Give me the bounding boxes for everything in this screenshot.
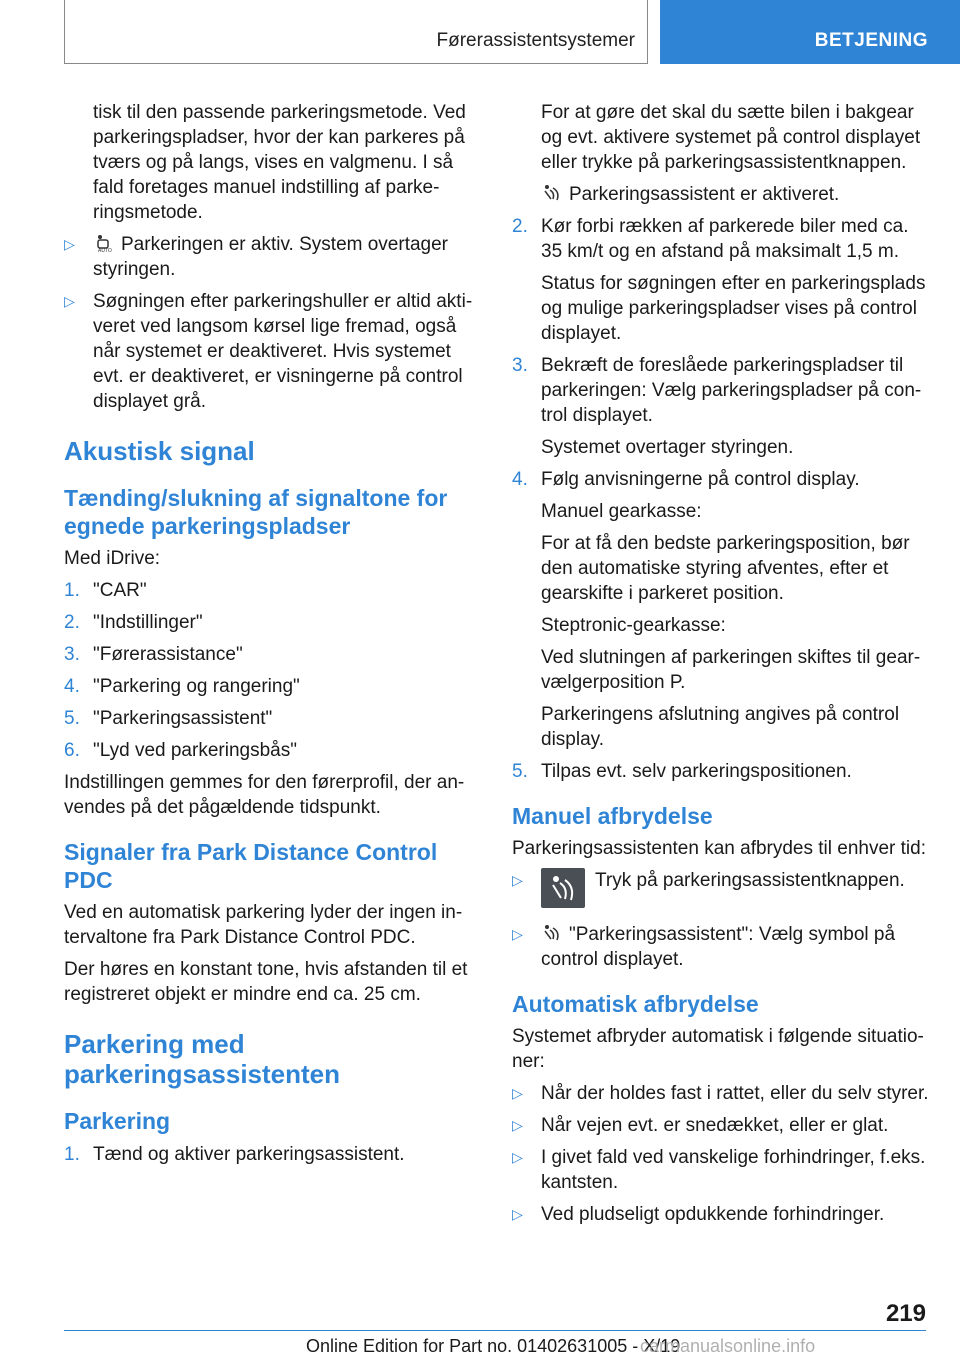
step-number: 4. — [64, 676, 80, 697]
step-number: 3. — [512, 355, 528, 376]
list-item — [512, 353, 932, 428]
step-number: 5. — [512, 761, 528, 782]
left-column — [64, 100, 474, 1167]
step3-status: Systemet overtager styringen. — [541, 437, 794, 458]
step-number: 6. — [64, 740, 80, 761]
status-text: Parkeringsassistent er aktiveret. — [569, 184, 840, 205]
manual-cancel-intro: Parkeringsassistenten kan afbrydes til enhver tid: — [512, 838, 926, 859]
list-item — [64, 642, 474, 667]
parking-assistant-icon — [541, 923, 561, 943]
list-item — [512, 1113, 932, 1138]
list-item — [64, 1142, 474, 1167]
steptronic-text: Ved slutningen af parkeringen skiftes til gearvælgerposition P. — [541, 647, 921, 693]
parking-auto-icon — [93, 233, 113, 253]
bullet-triangle-icon: ▷ — [512, 1206, 523, 1222]
idrive-label: Med iDrive: — [64, 548, 161, 569]
step-text: "Lyd ved parkeringsbås" — [93, 740, 297, 761]
list-item — [512, 467, 932, 492]
header-chapter-label: BETJENING — [814, 30, 928, 51]
watermark-text: carmanualsonline.info — [640, 1336, 816, 1356]
list-item — [64, 232, 474, 282]
pdc-paragraph-2: Der høres en konstant tone, hvis afstanden til et registreret objekt er mindre end ca. 25 cm. — [64, 959, 468, 1005]
manual-gear-label: Manuel gearkasse: — [541, 501, 702, 522]
heading-manual-cancel: Manuel afbrydelse — [512, 803, 713, 829]
list-item — [512, 1081, 932, 1106]
step2-status: Status for søgningen efter en parkeringsplads og mulige parkeringspladser vises på control displayet. — [541, 273, 926, 344]
header-section-box — [64, 0, 648, 64]
heading-acoustic-signal: Akustisk signal — [64, 436, 255, 466]
bullet-text: Tryk på parkeringsassistentknappen. — [595, 870, 905, 891]
bullet-text: Når vejen evt. er snedækket, eller er glat. — [541, 1115, 889, 1136]
bullet-triangle-icon: ▷ — [64, 236, 75, 252]
step-text: "Indstillinger" — [93, 612, 203, 633]
bullet-text: Ved pludseligt opdukkende forhindringer. — [541, 1204, 885, 1225]
step-number: 2. — [512, 216, 528, 237]
list-item — [512, 868, 932, 908]
step-text: Følg anvisningerne på control display. — [541, 469, 860, 490]
list-item — [512, 1145, 932, 1195]
bullet-triangle-icon: ▷ — [512, 926, 523, 942]
bullet-triangle-icon: ▷ — [512, 1117, 523, 1133]
parking-assistant-button-icon — [541, 868, 585, 908]
step-text: "CAR" — [93, 580, 147, 601]
footer-edition: Online Edition for Part no. 01402631005 - X/19 — [306, 1336, 681, 1356]
list-item — [512, 759, 932, 784]
list-item — [512, 922, 932, 972]
bullet-triangle-icon: ▷ — [512, 872, 523, 888]
list-item — [64, 610, 474, 635]
right-column — [512, 100, 932, 1227]
bullet-triangle-icon: ▷ — [64, 293, 75, 309]
bullet-text: Når der holdes fast i rattet, eller du selv styrer. — [541, 1083, 929, 1104]
step-number: 1. — [64, 580, 80, 601]
step-text: Kør forbi rækken af parkerede biler med ca. 35 km/t og en afstand på maksimalt 1,5 m. — [541, 216, 909, 262]
list-item — [64, 578, 474, 603]
step-number: 2. — [64, 612, 80, 633]
pdc-paragraph-1: Ved en automatisk parkering lyder der ingen intervaltone fra Park Distance Control PDC. — [64, 902, 463, 948]
step-text: Tænd og aktiver parkeringsassistent. — [93, 1144, 405, 1165]
bullet-text: Parkeringen er aktiv. System overtager styringen. — [93, 234, 449, 280]
header-section-title: Førerassistentsystemer — [436, 30, 635, 51]
bullet-text: I givet fald ved vanskelige forhindringer, f.eks. kantsten. — [541, 1147, 926, 1193]
step1-continuation: For at gøre det skal du sætte bilen i bakgear og evt. aktivere systemet på control displayet eller trykke på parkeringsassistentknappen. — [541, 102, 921, 173]
end-text: Parkeringens afslutning angives på control display. — [541, 704, 900, 750]
step-text: "Førerassistance" — [93, 644, 243, 665]
step-number: 1. — [64, 1144, 80, 1165]
header-chapter-tab — [660, 0, 960, 64]
list-item — [512, 1202, 932, 1227]
manual-gear-text: For at få den bedste parkeringsposition, bør den automatiske styring afventes, efter et gearskifte i parkeret position. — [541, 533, 910, 604]
list-item — [64, 706, 474, 731]
footer-divider — [64, 1330, 926, 1331]
step-text: "Parkeringsassistent" — [93, 708, 273, 729]
step-number: 5. — [64, 708, 80, 729]
svg-text:AUTO: AUTO — [98, 248, 112, 253]
intro-paragraph: tisk til den passende parkeringsmetode. Ved parkeringspladser, hvor der kan parkeres på tværs og på langs, vises en valgmenu. I så fald foretages manuel indstilling af parkeringsmetode. — [93, 102, 466, 223]
step-text: Bekræft de foreslåede parkeringspladser til parkeringen: Vælg parkeringspladser på control displayet. — [541, 355, 922, 426]
parking-assistant-icon — [541, 183, 561, 203]
step-text: "Parkering og rangering" — [93, 676, 300, 697]
step-number: 3. — [64, 644, 80, 665]
list-item — [64, 674, 474, 699]
list-item — [64, 738, 474, 763]
heading-auto-cancel: Automatisk afbrydelse — [512, 991, 759, 1017]
heading-pdc-signals: Signaler fra Park Distance Control PDC — [64, 839, 438, 893]
page-number: 219 — [885, 1300, 926, 1327]
heading-parking: Parkering — [64, 1108, 171, 1134]
step-text: Tilpas evt. selv parkeringspositionen. — [541, 761, 852, 782]
step-number: 4. — [512, 469, 528, 490]
heading-signal-toggle: Tænding/slukning af signaltone for egnede parkeringspladser — [64, 485, 448, 539]
heading-parking-assistant: Parkering med parkeringsassistenten — [64, 1029, 341, 1089]
bullet-text: "Parkeringsassistent": Vælg symbol på control displayet. — [541, 924, 896, 970]
bullet-text: Søgningen efter parkeringshuller er altid aktiveret ved langsom kørsel lige fremad, også når systemet er deaktiveret. Hvis systemet evt. er deaktiveret, er visningerne på control displayet grå. — [93, 291, 473, 412]
bullet-triangle-icon: ▷ — [512, 1085, 523, 1101]
auto-cancel-intro: Systemet afbryder automatisk i følgende situationer: — [512, 1026, 924, 1072]
list-item — [512, 214, 932, 264]
list-item — [64, 289, 474, 414]
step1-status — [512, 182, 932, 207]
bullet-triangle-icon: ▷ — [512, 1149, 523, 1165]
saved-note: Indstillingen gemmes for den førerprofil, der anvendes på det pågældende tidspunkt. — [64, 772, 465, 818]
steptronic-label: Steptronic-gearkasse: — [541, 615, 726, 636]
